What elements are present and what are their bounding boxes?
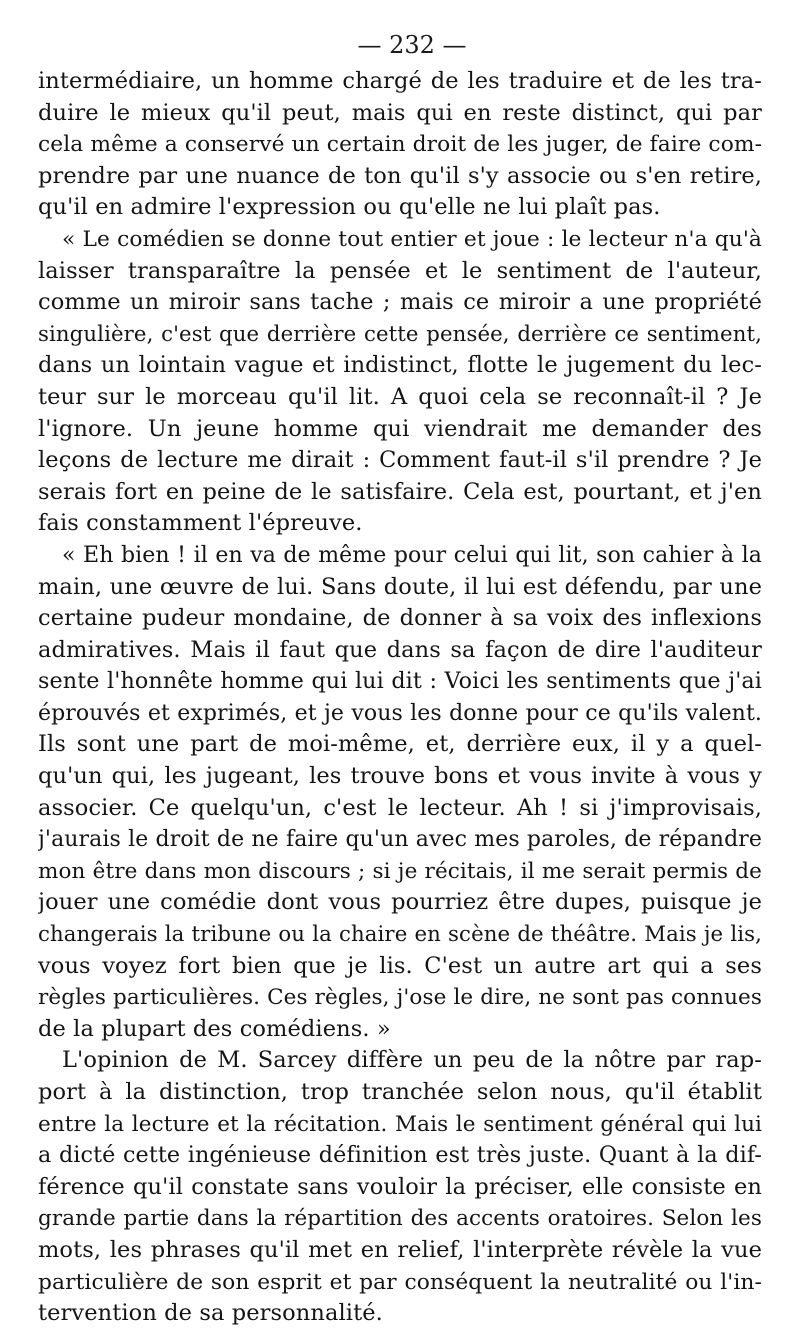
text-line: intermédiaire, un homme chargé de les traduire et de les tra- — [38, 68, 762, 94]
text-line: prendre par une nuance de ton qu'il s'y associe ou s'en retire, — [38, 162, 762, 189]
text-line: teur sur le morceau qu'il lit. A quoi cela se reconnaît-il ? Je — [38, 383, 762, 410]
text-line: particulière de son esprit et par conséquent la neutralité ou l'in- — [38, 1269, 762, 1295]
text-line: main, une œuvre de lui. Sans doute, il lui est défendu, par une — [38, 573, 762, 600]
text-line: règles particulières. Ces règles, j'ose le dire, ne sont pas connues — [38, 985, 762, 1011]
text-line: dans un lointain vague et indistinct, flotte le jugement du lec- — [38, 352, 762, 379]
text-line: comme un miroir sans tache ; mais ce miroir a une propriété — [38, 289, 762, 316]
text-line: férence qu'il constate sans vouloir la préciser, elle consiste en — [38, 1173, 762, 1200]
text-line: « Eh bien ! il en va de même pour celui qui lit, son cahier à la — [62, 542, 762, 568]
text-line: sente l'honnête homme qui lui dit : Voici les sentiments que j'ai — [38, 668, 762, 695]
text-line: mon être dans mon discours ; si je récitais, il me serait permis de — [38, 858, 762, 884]
text-line: j'aurais le droit de ne faire qu'un avec mes paroles, de répandre — [38, 827, 762, 853]
text-line: certaine pudeur mondaine, de donner à sa voix des inflexions — [38, 605, 762, 632]
text-line: qu'il en admire l'expression ou qu'elle ne lui plaît pas. — [38, 194, 661, 221]
text-line: Ils sont une part de moi-même, et, derrière eux, il y a quel- — [38, 731, 762, 758]
text-line: mots, les phrases qu'il met en relief, l'interprète révèle la vue — [38, 1236, 762, 1263]
text-line: tervention de sa personnalité. — [38, 1300, 383, 1327]
text-line: changerais la tribune ou la chaire en scène de théâtre. Mais je lis, — [38, 922, 762, 948]
text-line: serais fort en peine de le satisfaire. Cela est, pourtant, et j'en — [38, 478, 762, 505]
text-line: jouer une comédie dont vous pourriez être dupes, puisque je — [38, 889, 762, 916]
text-line: a dicté cette ingénieuse définition est très juste. Quant à la dif- — [38, 1142, 762, 1169]
text-line: entre la lecture et la récitation. Mais le sentiment général qui lui — [38, 1111, 762, 1137]
page-text-body — [38, 66, 762, 1330]
text-line: associer. Ce quelqu'un, c'est le lecteur. Ah ! si j'improvisais, — [38, 794, 762, 821]
page-number: — 232 — — [357, 31, 467, 59]
text-line: singulière, c'est que derrière cette pensée, derrière ce sentiment, — [38, 321, 762, 347]
text-line: L'opinion de M. Sarcey diffère un peu de la nôtre par rap- — [62, 1047, 762, 1074]
text-line: fais constamment l'épreuve. — [38, 510, 363, 537]
text-line: éprouvés et exprimés, et je vous les donne pour ce qu'ils valent. — [38, 700, 762, 726]
text-line: leçons de lecture me dirait : Comment faut-il s'il prendre ? Je — [38, 447, 762, 474]
text-line: vous voyez fort bien que je lis. C'est un autre art qui a ses — [38, 952, 762, 979]
text-line: de la plupart des comédiens. » — [38, 1015, 391, 1042]
text-line: cela même a conservé un certain droit de les juger, de faire com- — [38, 132, 762, 158]
text-line: laisser transparaître la pensée et le sentiment de l'auteur, — [38, 257, 762, 284]
text-line: grande partie dans la répartition des accents oratoires. Selon les — [38, 1206, 762, 1232]
text-line: port à la distinction, trop tranchée selon nous, qu'il établit — [38, 1079, 762, 1105]
text-line: « Le comédien se donne tout entier et joue : le lecteur n'a qu'à — [62, 226, 762, 252]
text-line: l'ignore. Un jeune homme qui viendrait me demander des — [38, 415, 762, 442]
text-line: qu'un qui, les jugeant, les trouve bons et vous invite à vous y — [38, 763, 762, 790]
text-line: admiratives. Mais il faut que dans sa façon de dire l'auditeur — [38, 636, 762, 663]
text-line: duire le mieux qu'il peut, mais qui en reste distinct, qui par — [38, 99, 762, 126]
